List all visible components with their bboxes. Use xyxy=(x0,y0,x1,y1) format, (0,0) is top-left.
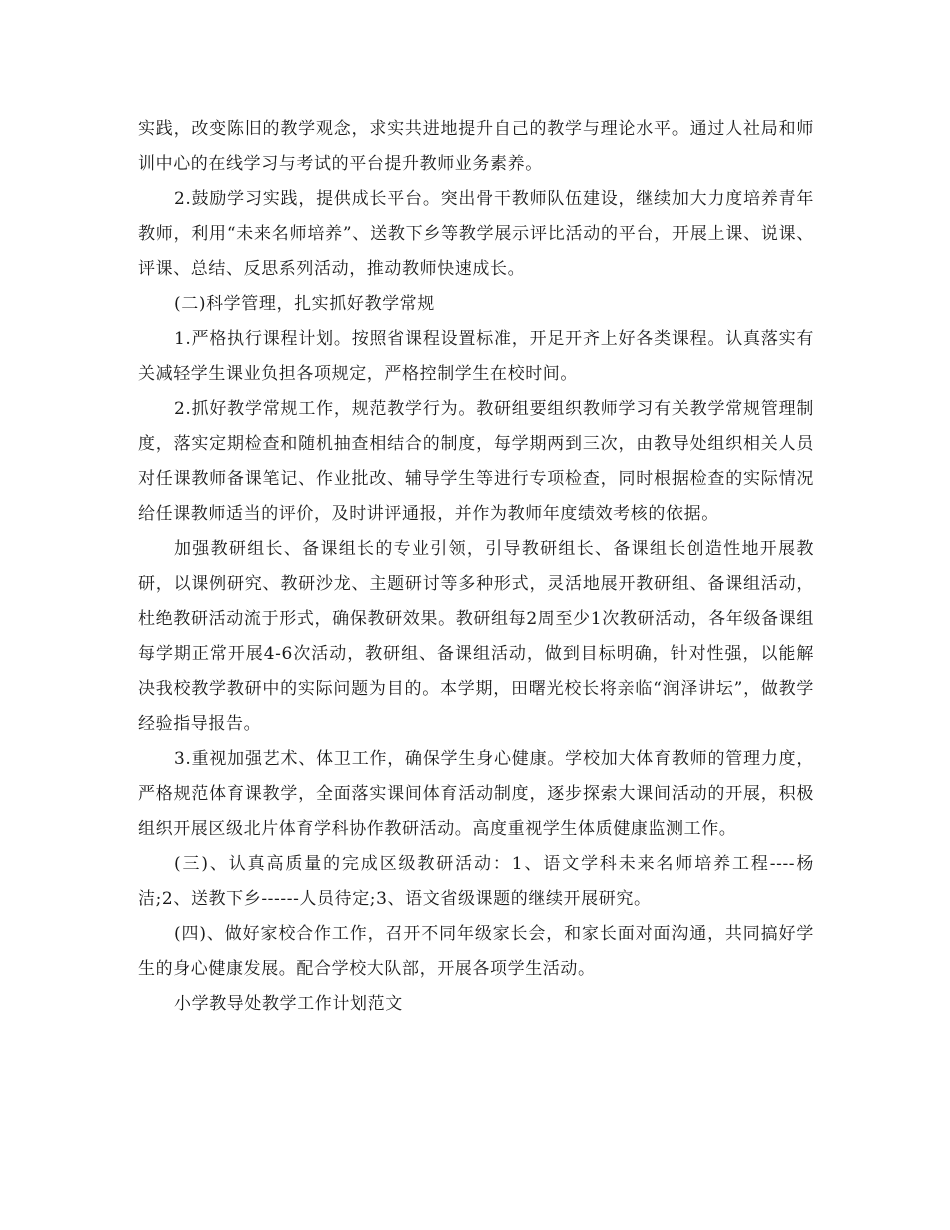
paragraph: 2.鼓励学习实践，提供成长平台。突出骨干教师队伍建设，继续加大力度培养青年教师，利用“未来名师培养”、送教下乡等教学展示评比活动的平台，开展上课、说课、评课、总结、反思系列活动，推动教师快速成长。 xyxy=(138,189,814,279)
paragraph: (四)、做好家校合作工作，召开不同年级家长会，和家长面对面沟通，共同搞好学生的身心健康发展。配合学校大队部，开展各项学生活动。 xyxy=(138,924,814,979)
paragraph: 2.抓好教学常规工作，规范教学行为。教研组要组织教师学习有关教学常规管理制度，落实定期检查和随机抽查相结合的制度，每学期两到三次，由教导处组织相关人员对任课教师备课笔记、作业批改、辅导学生等进行专项检查，同时根据检查的实际情况给任课教师适当的评价，及时讲评通报，并作为教师年度绩效考核的依据。 xyxy=(138,399,814,524)
section-heading: (二)科学管理，扎实抓好教学常规 xyxy=(174,294,435,314)
document-body xyxy=(138,112,814,1022)
paragraph: 3.重视加强艺术、体卫工作，确保学生身心健康。学校加大体育教师的管理力度，严格规范体育课教学，全面落实课间体育活动制度，逐步探索大课间活动的开展，积极组织开展区级北片体育学科协作教研活动。高度重视学生体质健康监测工作。 xyxy=(138,749,814,839)
paragraph: 实践，改变陈旧的教学观念，求实共进地提升自己的教学与理论水平。通过人社局和师训中心的在线学习与考试的平台提升教师业务素养。 xyxy=(138,119,814,174)
section-heading: 小学教导处教学工作计划范文 xyxy=(174,994,403,1014)
paragraph: (三)、认真高质量的完成区级教研活动：1、语文学科未来名师培养工程----杨洁;2、送教下乡------人员待定;3、语文省级课题的继续开展研究。 xyxy=(138,854,814,909)
paragraph: 1.严格执行课程计划。按照省课程设置标准，开足开齐上好各类课程。认真落实有关减轻学生课业负担各项规定，严格控制学生在校时间。 xyxy=(138,329,814,384)
paragraph: 加强教研组长、备课组长的专业引领，引导教研组长、备课组长创造性地开展教研，以课例研究、教研沙龙、主题研讨等多种形式，灵活地展开教研组、备课组活动，杜绝教研活动流于形式，确保教研效果。教研组每2周至少1次教研活动，各年级备课组每学期正常开展4-6次活动，教研组、备课组活动，做到目标明确，针对性强，以能解决我校教学教研中的实际问题为目的。本学期，田曙光校长将亲临“润泽讲坛”，做教学经验指导报告。 xyxy=(138,539,814,734)
